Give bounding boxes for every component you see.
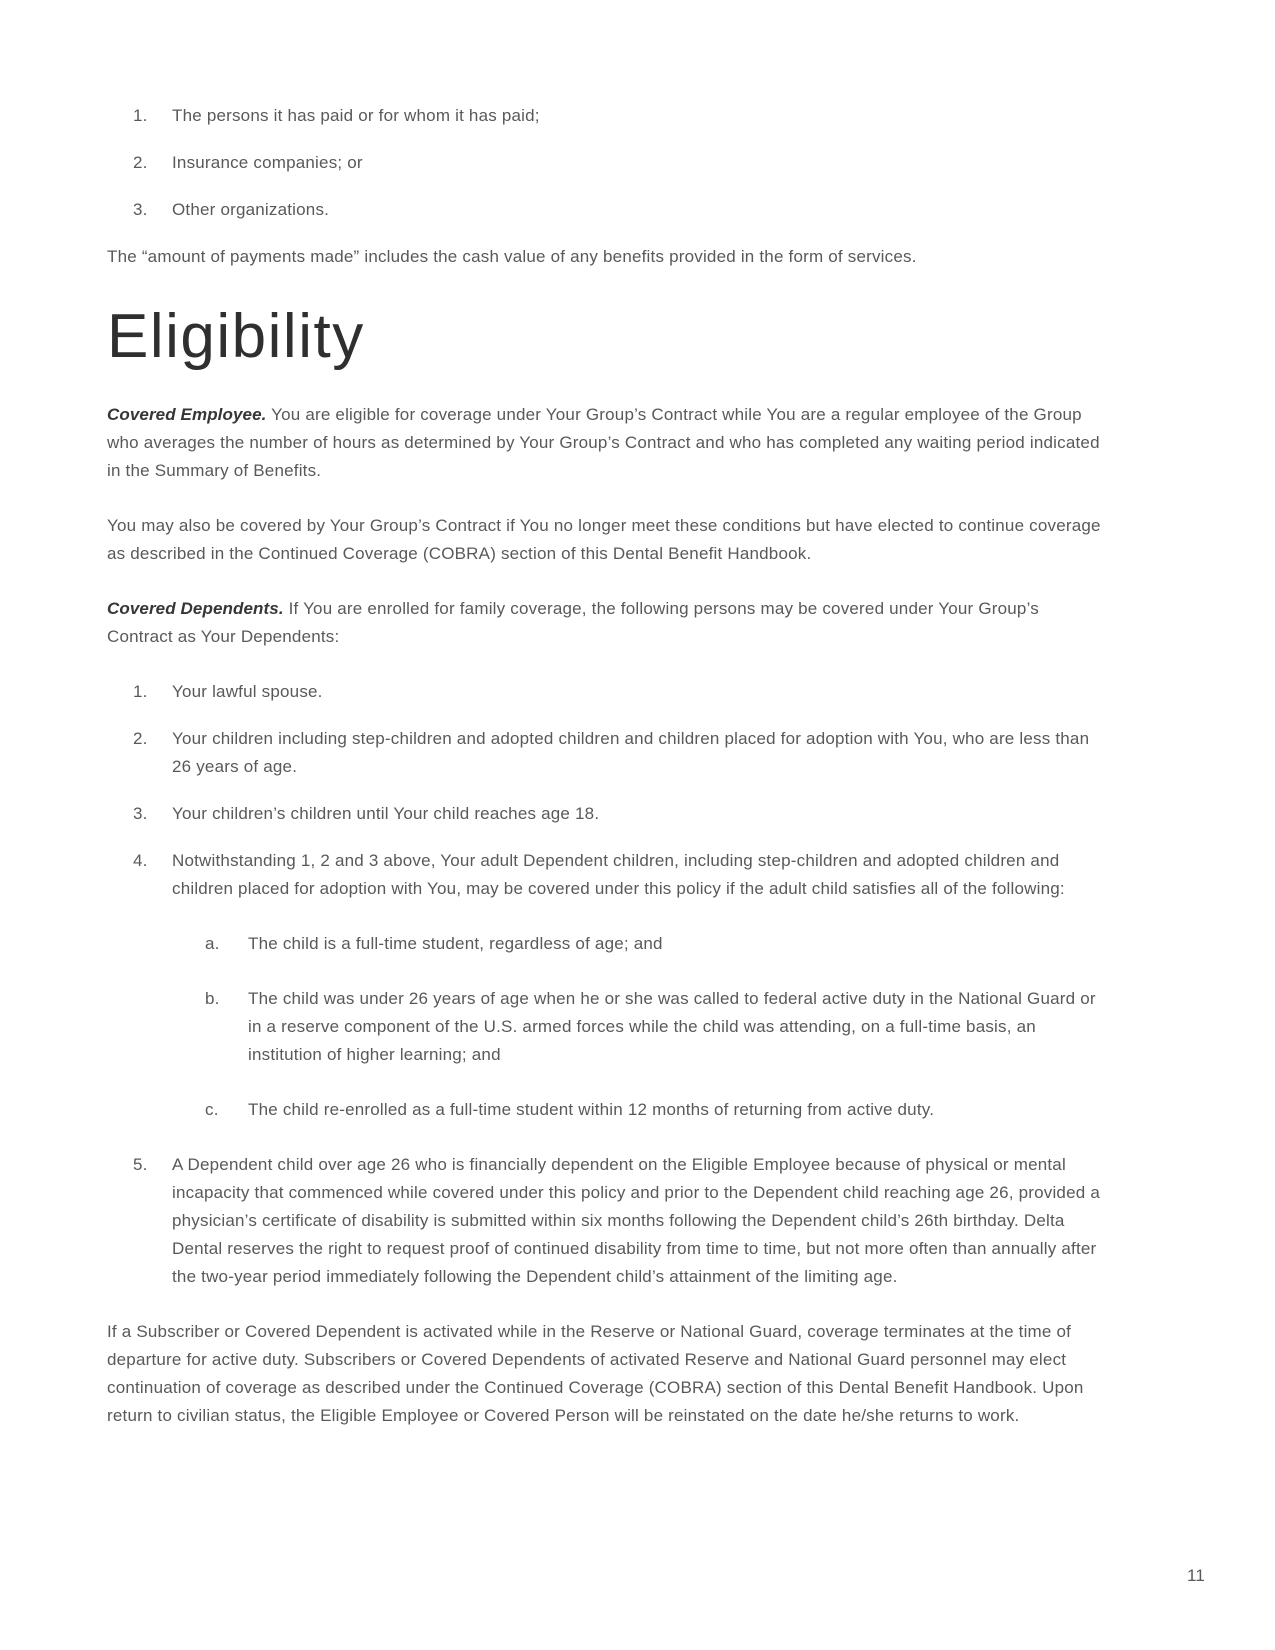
cobra-paragraph: You may also be covered by Your Group’s Contract if You no longer meet these conditions but have elected to continue coverage as described in the Continued Coverage (COBRA) section of this Dental Benefit Handbook. [107, 516, 1101, 563]
sub-list-item [107, 985, 1107, 1069]
list-item [107, 149, 1107, 177]
list-item [107, 847, 1107, 903]
covered-dependents-lead: Covered Dependents. [107, 599, 284, 618]
list-item [107, 800, 1107, 828]
list-item [107, 725, 1107, 781]
spacer [107, 922, 1107, 930]
list-marker: 3. [133, 200, 148, 219]
list-marker: c. [205, 1100, 219, 1119]
closing-paragraph: If a Subscriber or Covered Dependent is activated while in the Reserve or National Guard, coverage terminates at the time of departure for active duty. Subscribers or Covered Dependents of activated Reserve and National Guard personnel may elect continuation of coverage as described under the Continued Coverage (COBRA) section of this Dental Benefit Handbook. Upon return to civilian status, the Eligible Employee or Covered Person will be reinstated on the date he/she returns to work. [107, 1322, 1084, 1425]
list-item-text: Other organizations. [172, 200, 330, 219]
list-item-text: Your children including step-children and adopted children and children placed for adoption with You, who are less than 26 years of age. [172, 729, 1090, 776]
dependents-list [107, 678, 1107, 1291]
page-number: 11 [1186, 1566, 1205, 1585]
sub-list-item [107, 1096, 1107, 1124]
list-item-text: A Dependent child over age 26 who is financially dependent on the Eligible Employee because of physical or mental incapacity that commenced while covered under this policy and prior to the Dependent child reaching age 26, provided a physician’s certificate of disability is submitted within six months following the Dependent child’s 26th birthday. Delta Dental reserves the right to request proof of continued disability from time to time, but not more often than annually after the two-year period immediately following the Dependent child’s attainment of the limiting age. [172, 1155, 1100, 1286]
list-item [107, 102, 1107, 130]
covered-dependents-paragraph [107, 595, 1107, 651]
intro-list [107, 102, 1107, 224]
list-marker: 4. [133, 851, 148, 870]
covered-dependents-text: If You are enrolled for family coverage, the following persons may be covered under Your Group’s Contract as Your Dependents: [107, 599, 1039, 646]
list-item-text: The persons it has paid or for whom it has paid; [172, 106, 540, 125]
list-item-text: The child is a full-time student, regardless of age; and [248, 934, 663, 953]
list-marker: 3. [133, 804, 148, 823]
list-marker: 5. [133, 1155, 148, 1174]
intro-paragraph: The “amount of payments made” includes the cash value of any benefits provided in the form of services. [107, 247, 917, 266]
list-marker: b. [205, 989, 220, 1008]
list-item-text: Notwithstanding 1, 2 and 3 above, Your adult Dependent children, including step-children and adopted children and children placed for adoption with You, may be covered under this policy if the adult child satisfies all of the following: [172, 851, 1065, 898]
list-item-text: Insurance companies; or [172, 153, 363, 172]
covered-employee-paragraph [107, 401, 1107, 485]
list-item [107, 196, 1107, 224]
list-marker: a. [205, 934, 220, 953]
covered-employee-text: You are eligible for coverage under Your Group’s Contract while You are a regular employee of the Group who averages the number of hours as determined by Your Group’s Contract and who has completed any waiting period indicated in the Summary of Benefits. [107, 405, 1100, 480]
covered-employee-lead: Covered Employee. [107, 405, 267, 424]
list-item-text: The child was under 26 years of age when he or she was called to federal active duty in the National Guard or in a reserve component of the U.S. armed forces while the child was attending, on a full-time basis, an institution of higher learning; and [248, 989, 1096, 1064]
list-marker: 1. [133, 106, 148, 125]
list-marker: 2. [133, 729, 148, 748]
sub-list-item [107, 930, 1107, 958]
list-item-text: Your lawful spouse. [172, 682, 323, 701]
list-item [107, 1151, 1107, 1291]
list-item-text: The child re-enrolled as a full-time student within 12 months of returning from active duty. [248, 1100, 935, 1119]
list-marker: 2. [133, 153, 148, 172]
list-item-text: Your children’s children until Your child reaches age 18. [172, 804, 600, 823]
list-item [107, 678, 1107, 706]
page-title: Eligibility [107, 302, 365, 371]
list-marker: 1. [133, 682, 148, 701]
